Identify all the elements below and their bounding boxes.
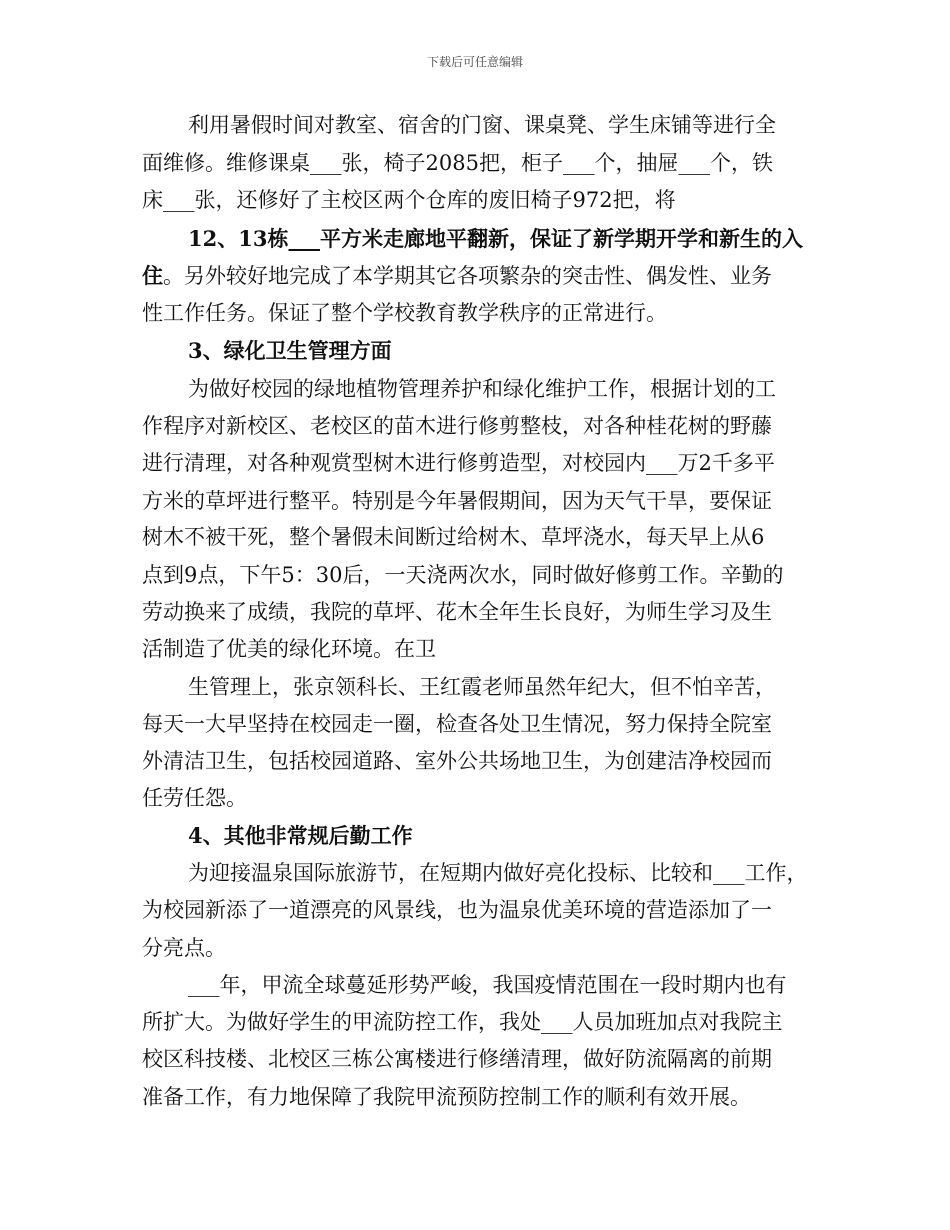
paragraph-line: 点到9点，下午5：30后，一天浇两次水，同时做好修剪工作。辛勤的 — [142, 563, 784, 587]
paragraph-line: 分亮点。 — [142, 936, 226, 960]
paragraph-line: 进行清理，对各种观赏型树木进行修剪造型，对校园内___万2千多平 — [142, 451, 775, 475]
section-heading: 4、其他非常规后勤工作 — [188, 823, 413, 848]
paragraph-line: 劳动换来了成绩，我院的草坪、花木全年生长良好，为师生学习及生 — [142, 600, 772, 624]
paragraph-line-bold: 12、13栋___平方米走廊地平翻新，保证了新学期开学和新生的入 — [188, 226, 803, 251]
paragraph-line: 外清洁卫生，包括校园道路、室外公共场地卫生，为创建洁净校园而 — [142, 749, 772, 773]
page-header: 下载后可任意编辑 — [426, 55, 523, 69]
paragraph-line: 所扩大。为做好学生的甲流防控工作，我处___人员加班加点对我院主 — [142, 1010, 783, 1034]
paragraph-line: 生管理上，张京领科长、王红霞老师虽然年纪大，但不怕辛苦， — [188, 675, 776, 699]
paragraph-line: 活制造了优美的绿化环境。在卫 — [142, 637, 436, 661]
paragraph-line: 准备工作，有力地保障了我院甲流预防控制工作的顺利有效开展。 — [142, 1085, 751, 1109]
paragraph-line — [142, 261, 822, 291]
paragraph-line: 树木不被干死，整个暑假未间断过给树木、草坪浇水，每天早上从6 — [142, 525, 765, 549]
paragraph-line: 每天一大早坚持在校园走一圈，检查各处卫生情况，努力保持全院室 — [142, 712, 772, 736]
paragraph-line: 面维修。维修课桌___张，椅子2085把，柜子___个，抽屉___个，铁 — [142, 151, 773, 175]
paragraph-line: 方米的草坪进行整平。特别是今年暑假期间，因为天气干旱，要保证 — [142, 489, 772, 513]
paragraph-line: 为校园新添了一道漂亮的风景线，也为温泉优美环境的营造添加了一 — [142, 898, 772, 922]
paragraph-line: 为做好校园的绿地植物管理养护和绿化维护工作，根据计划的工 — [188, 377, 776, 401]
paragraph-line: 利用暑假时间对教室、宿舍的门窗、课桌凳、学生床铺等进行全 — [188, 113, 776, 137]
line-rest: 。另外较好地完成了本学期其它各项繁杂的突击性、偶发性、业务 — [163, 264, 772, 288]
paragraph-line: 校区科技楼、北校区三栋公寓楼进行修缮清理，做好防流隔离的前期 — [142, 1047, 772, 1071]
paragraph-line: 任劳任怨。 — [142, 786, 247, 810]
paragraph-line: ___年，甲流全球蔓延形势严峻，我国疫情范围在一段时期内也有 — [188, 973, 787, 997]
paragraph-line: 床___张，还修好了主校区两个仓库的废旧椅子972把，将 — [142, 188, 676, 212]
section-heading: 3、绿化卫生管理方面 — [188, 338, 392, 363]
paragraph-line: 为迎接温泉国际旅游节，在短期内做好亮化投标、比较和___工作， — [188, 861, 808, 885]
paragraph-line: 性工作任务。保证了整个学校教育教学秩序的正常进行。 — [142, 301, 667, 325]
bold-char: 住 — [142, 263, 163, 288]
paragraph-line: 作程序对新校区、老校区的苗木进行修剪整枝，对各种桂花树的野藤 — [142, 414, 772, 438]
